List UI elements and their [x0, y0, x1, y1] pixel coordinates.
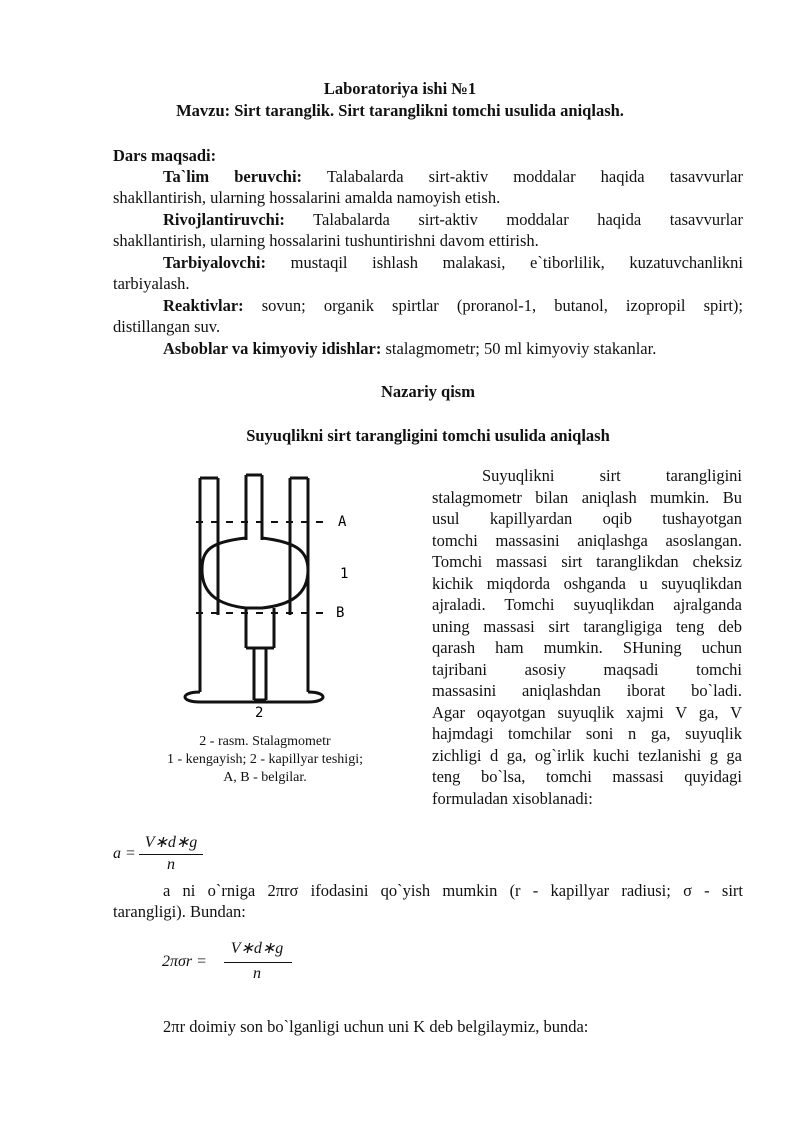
rivoj-text1: Talabalarda sirt-aktiv moddalar haqida tasavvurlar — [313, 210, 743, 229]
para-line: uning massasi sirt tarangligiga teng deb — [432, 616, 742, 636]
asb-label: Asboblar va kimyoviy idishlar: — [163, 339, 382, 358]
formula-2pisr — [162, 938, 322, 992]
formula-a-lhs: a = — [113, 845, 136, 862]
talim-label: Ta`lim beruvchi: — [163, 167, 303, 186]
theory-subheading: Suyuqlikni sirt tarangligini tomchi usulida aniqlash — [246, 426, 610, 445]
stalagmometer-figure — [180, 470, 370, 720]
figure-label-a: A — [338, 514, 347, 530]
reak-line1 — [113, 295, 743, 316]
formula-text-line2: tarangligi). Bundan: — [113, 902, 246, 921]
para-line: Tomchi massasi sirt taranglikdan cheksiz — [432, 552, 742, 571]
formula-text-line1: a ni o`rniga 2πrσ ifodasini qo`yish mumkin (r - kapillyar radiusi; σ - sirt — [163, 881, 743, 900]
para-line: tomchi massasini aniqlashga asoslangan. — [432, 530, 742, 550]
para-line: zichligi d ga, og`irlik kuchi tezlanishi g ga — [432, 745, 742, 765]
theory-paragraph — [432, 465, 742, 809]
tarb-text1: mustaqil ishlash malakasi, e`tiborlilik, kuzatuvchanlikni — [290, 253, 744, 272]
caption-line3: A, B - belgilar. — [223, 770, 307, 785]
rivoj-text2: shakllantirish, ularning hossalarini tushuntirishni davom ettirish. — [113, 231, 539, 250]
asb-text: stalagmometr; 50 ml kimyoviy stakanlar. — [385, 339, 657, 358]
rivoj-label: Rivojlantiruvchi: — [163, 210, 285, 229]
figure-label-2: 2 — [255, 705, 264, 720]
para-line: Suyuqlikni sirt tarangligini — [482, 466, 742, 485]
talim-text1: Talabalarda sirt-aktiv moddalar haqida tasavvurlar — [326, 167, 744, 186]
lab-title: Laboratoriya ishi №1 — [323, 79, 477, 98]
formula-a — [113, 832, 233, 882]
rivoj-line1 — [113, 209, 743, 230]
tarb-text2: tarbiyalash. — [113, 274, 190, 293]
formula-2-denominator: n — [253, 965, 261, 982]
talim-line1 — [113, 166, 743, 187]
para-line: ajraladi. Tomchi suyuqlikdan ajralganda — [432, 595, 742, 614]
talim-text2: shakllantirish, ularning hossalarini amalda namoyish etish. — [113, 188, 501, 207]
tarb-label: Tarbiyalovchi: — [163, 253, 266, 272]
formula-a-bar — [139, 854, 203, 855]
formula-a-numerator: V∗d∗g — [144, 834, 198, 851]
para-line: massasini aniqlashdan iborat bo`ladi. — [432, 681, 742, 700]
theory-heading: Nazariy qism — [381, 382, 475, 401]
topic-title: Mavzu: Sirt taranglik. Sirt taranglikni tomchi usulida aniqlash. — [176, 101, 624, 120]
para-line: qarash ham mumkin. SHuning uchun — [432, 638, 742, 657]
formula-2-numerator: V∗d∗g — [230, 940, 284, 957]
figure-label-b: B — [336, 605, 345, 621]
reak-label: Reaktivlar: — [163, 296, 244, 315]
figure-label-1: 1 — [340, 566, 349, 582]
final-line: 2πr doimiy son bo`lganligi uchun uni K deb belgilaymiz, bunda: — [163, 1017, 589, 1036]
caption-line2: 1 - kengayish; 2 - kapillyar teshigi; — [167, 752, 363, 767]
para-line: usul kapillyardan oqib tushayotgan — [432, 509, 742, 528]
asb-line — [113, 338, 743, 359]
para-line: tajribani asosiy maqsadi tomchi — [432, 659, 742, 679]
formula-a-denominator: n — [167, 856, 175, 873]
para-line: stalagmometr bilan aniqlash mumkin. Bu — [432, 487, 742, 507]
para-line: Agar oqayotgan suyuqlik xajmi V ga, V — [432, 702, 742, 722]
formula-2-bar — [224, 962, 292, 963]
figure-caption — [140, 733, 390, 787]
para-line: kichik miqdorda oshganda u suyuqlikdan — [432, 573, 742, 593]
para-line: teng bo`lsa, tomchi massasi quyidagi — [432, 767, 742, 786]
reak-text1: sovun; organik spirtlar (proranol-1, butanol, izopropil spirt); — [261, 296, 743, 315]
formula-2-lhs: 2πσr = — [162, 953, 207, 970]
reak-text2: distillangan suv. — [113, 317, 221, 336]
goals-heading: Dars maqsadi: — [113, 146, 217, 165]
para-line: formuladan xisoblanadi: — [432, 788, 593, 808]
caption-line1: 2 - rasm. Stalagmometr — [199, 734, 331, 749]
para-line: hajmdagi tomchilar soni n ga, suyuqlik — [432, 724, 742, 743]
tarb-line1 — [113, 252, 743, 273]
